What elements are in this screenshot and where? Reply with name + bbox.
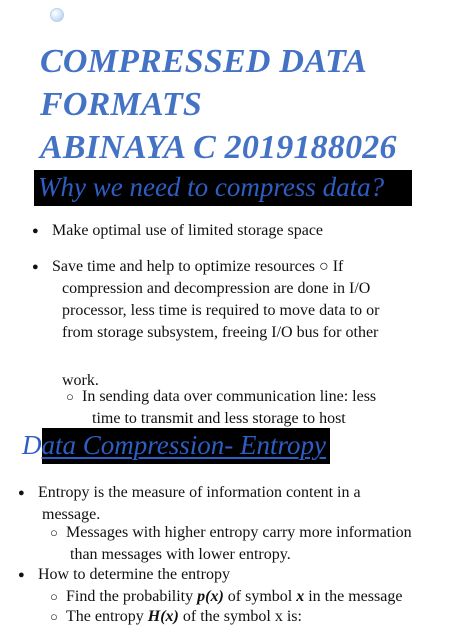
- find-probability-post: in the message: [304, 588, 403, 605]
- bullet-storage-text: Make optimal use of limited storage space: [52, 222, 324, 239]
- entropy-formula-post: of the symbol x is:: [178, 608, 302, 625]
- bullet-save-time-line-2: compression and decompression are done in I/O: [62, 280, 371, 297]
- bullet-save-time-line-3: processor, less time is required to move data to or: [62, 302, 380, 319]
- title-line-3: ABINAYA C 2019188026: [40, 129, 397, 166]
- bullet-save-time-line-4: from storage subsystem, freeing I/O bus for other: [62, 324, 379, 341]
- sub-bullet-sending-data-line-1: In sending data over communication line: less: [82, 388, 377, 405]
- title-line-2: FORMATS: [40, 86, 203, 123]
- section-heading-entropy: [22, 428, 330, 464]
- sub-bullet-sending-data: [66, 386, 377, 430]
- section-heading-entropy-text: ata Compression- Entropy: [42, 428, 331, 464]
- entropy-formula-hx: H(x): [147, 608, 179, 625]
- sub-bullet-find-probability: [50, 586, 403, 608]
- sub-bullet-circle-icon: ○: [50, 589, 58, 604]
- entropy-formula-pre: The entropy: [66, 608, 148, 625]
- section-heading-why-compress: [34, 170, 412, 206]
- bullet-dot-icon: ●: [18, 569, 25, 581]
- bullet-how-to-determine: [18, 564, 230, 586]
- bullet-entropy-definition-line-1: Entropy is the measure of information content in a: [38, 484, 361, 501]
- bullet-save-time-line-5: work.: [62, 372, 99, 389]
- bullet-save-time-line-1: Save time and help to optimize resources ○ If: [52, 258, 344, 275]
- find-probability-pre: Find the probability: [66, 588, 198, 605]
- title-line-1: COMPRESSED DATA: [40, 43, 368, 80]
- sub-bullet-sending-data-line-2: time to transmit and less storage to host: [92, 410, 346, 427]
- bullet-dot-icon: ●: [32, 225, 39, 237]
- bullet-entropy-definition: [18, 482, 361, 526]
- section-heading-entropy-lead: D: [22, 430, 42, 460]
- sub-bullet-higher-entropy-line-2: than messages with lower entropy.: [70, 546, 291, 563]
- find-probability-px: p(x): [197, 588, 224, 605]
- sub-bullet-higher-entropy-line-1: Messages with higher entropy carry more information: [66, 524, 412, 541]
- sub-bullet-find-probability-text: [66, 586, 402, 608]
- bullet-how-to-determine-text: How to determine the entropy: [38, 566, 230, 583]
- sub-bullet-circle-icon: ○: [66, 389, 74, 404]
- bullet-entropy-definition-line-2: message.: [42, 506, 101, 523]
- sub-bullet-higher-entropy: [50, 522, 412, 566]
- find-probability-x: x: [296, 588, 305, 605]
- sub-bullet-circle-icon: ○: [50, 525, 58, 540]
- find-probability-mid: of symbol: [223, 588, 297, 605]
- sub-bullet-entropy-formula-text: [66, 606, 302, 628]
- bullet-dot-icon: ●: [32, 261, 39, 273]
- decorative-dot-icon: [50, 8, 64, 22]
- section-heading-why-compress-text: Why we need to compress data?: [38, 172, 385, 202]
- bullet-save-time: [32, 256, 380, 392]
- bullet-storage: [32, 220, 324, 242]
- sub-bullet-circle-icon: ○: [50, 609, 58, 624]
- sub-bullet-entropy-formula: [50, 606, 302, 628]
- bullet-dot-icon: ●: [18, 487, 25, 499]
- page-title: [40, 40, 470, 169]
